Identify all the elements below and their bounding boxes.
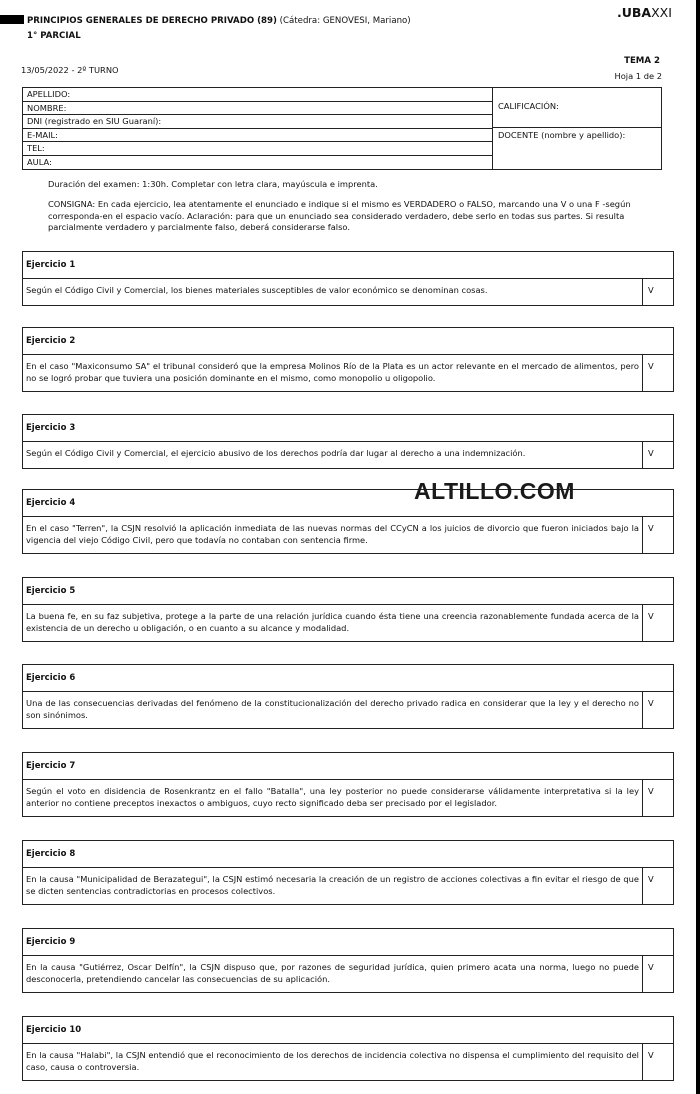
exercise-title: Ejercicio 9 <box>23 929 673 956</box>
exercise-7 <box>22 752 674 817</box>
exam-date-turn: 13/05/2022 - 2º TURNO <box>21 65 119 75</box>
student-info-fields <box>23 88 493 169</box>
course-title <box>27 16 411 26</box>
exercise-title: Ejercicio 2 <box>23 328 673 355</box>
exercise-statement: Según el voto en disidencia de Rosenkrantz en el fallo "Batalla", una ley posterior no puede considerarse válidamente interpretativa si la ley anterior no contiene preceptos inexactos o ambiguos, cuyo recto significado deba ser precisado por el legislador. <box>26 786 639 808</box>
exercise-9 <box>22 928 674 993</box>
course-title-name: PRINCIPIOS GENERALES DE DERECHO PRIVADO (89) <box>27 16 277 26</box>
exercise-title: Ejercicio 3 <box>23 415 673 442</box>
exercise-statement: La buena fe, en su faz subjetiva, protege a la parte de una relación jurídica cuando ésta tiene una creencia razonablemente fundada acerca de la existencia de un derecho u obligación, o en cuanto a su alcance y modalidad. <box>26 611 639 633</box>
field-apellido[interactable]: APELLIDO: <box>23 88 492 102</box>
field-dni[interactable]: DNI (registrado en SIU Guaraní): <box>23 115 492 129</box>
field-tel[interactable]: TEL: <box>23 142 492 156</box>
exercise-title: Ejercicio 7 <box>23 753 673 780</box>
exercise-answer-cell[interactable]: V <box>642 442 673 468</box>
exercise-answer-cell[interactable]: V <box>642 1044 673 1080</box>
course-catedra: (Cátedra: GENOVESI, Mariano) <box>279 16 411 26</box>
exercise-3 <box>22 414 674 469</box>
exercise-answer-cell[interactable]: V <box>642 868 673 904</box>
exercise-10 <box>22 1016 674 1081</box>
exercise-statement: En la causa "Halabi", la CSJN entendió que el reconocimiento de los derechos de incidencia colectiva no dispensa el cumplimiento del requisito del caso, causa o controversia. <box>26 1050 639 1072</box>
student-info-form <box>22 87 662 170</box>
right-edge-rule <box>696 0 700 1094</box>
tema-label: TEMA 2 <box>624 56 660 66</box>
field-email[interactable]: E-MAIL: <box>23 129 492 143</box>
duration-instruction: Duración del examen: 1:30h. Completar con letra clara, mayúscula e imprenta. <box>48 179 378 189</box>
exercise-1 <box>22 251 674 306</box>
exercise-statement: Una de las consecuencias derivadas del fenómeno de la constitucionalización del derecho privado radica en considerar que la ley y el derecho no son sinónimos. <box>26 698 639 720</box>
uba-xxi-logo <box>617 5 672 20</box>
exercise-title: Ejercicio 8 <box>23 841 673 868</box>
exercise-statement: Según el Código Civil y Comercial, el ejercicio abusivo de los derechos podría dar lugar al derecho a una indemnización. <box>26 448 526 458</box>
docente-label: DOCENTE (nombre y apellido): <box>498 130 626 140</box>
exercise-6 <box>22 664 674 729</box>
logo-uba: .UBA <box>617 5 652 20</box>
watermark-text: ALTILLO.COM <box>414 478 575 504</box>
calificacion-cell[interactable] <box>493 88 661 128</box>
consigna-instruction: CONSIGNA: En cada ejercicio, lea atentamente el enunciado e indique si el mismo es VERDADERO o FALSO, marcando una V o una F -según corresponda-en el espacio vacío. Aclaración: para que un enunciado sea considerado verdadero, debe serlo en todas sus partes. Si resulta parcialmente verdadero y parcialmente falso, deberá considerarse falso. <box>48 199 631 232</box>
exercise-5 <box>22 577 674 642</box>
exercise-answer-cell[interactable]: V <box>642 605 673 641</box>
exercise-answer-cell[interactable]: V <box>642 517 673 553</box>
exam-name: 1° PARCIAL <box>27 31 81 41</box>
exercise-8 <box>22 840 674 905</box>
logo-xxi: XXI <box>651 5 672 20</box>
exercise-answer-cell[interactable]: V <box>642 692 673 728</box>
exercise-title: Ejercicio 6 <box>23 665 673 692</box>
exercise-answer-cell[interactable]: V <box>642 780 673 816</box>
header-black-tab <box>0 15 24 24</box>
exercise-answer-cell[interactable]: V <box>642 956 673 992</box>
exercise-statement: Según el Código Civil y Comercial, los bienes materiales susceptibles de valor económico se denominan cosas. <box>26 285 488 295</box>
exercise-4 <box>22 489 674 554</box>
field-aula[interactable]: AULA: <box>27 156 52 167</box>
exercise-statement: En el caso "Terren", la CSJN resolvió la aplicación inmediata de las nuevas normas del CCyCN a los juicios de divorcio que fueron iniciados bajo la vigencia del viejo Código Civil, pero que todavía no contaban con sentencia firme. <box>26 523 639 545</box>
exercise-2 <box>22 327 674 392</box>
exercise-title: Ejercicio 10 <box>23 1017 673 1044</box>
exercise-answer-cell[interactable]: V <box>642 279 673 305</box>
exercise-title: Ejercicio 1 <box>23 252 673 279</box>
exercise-answer-cell[interactable]: V <box>642 355 673 391</box>
exercise-statement: En el caso "Maxiconsumo SA" el tribunal consideró que la empresa Molinos Río de la Plata es un actor relevante en el mercado de alimentos, pero no se logró probar que tuviera una posición dominante en el mismo, como monopolio u oligopolio. <box>26 361 639 383</box>
page-indicator: Hoja 1 de 2 <box>614 71 662 81</box>
exercise-statement: En la causa "Municipalidad de Berazategui", la CSJN estimó necesaria la creación de un registro de acciones colectivas a fin evitar el riesgo de que se dicten sentencias contradictorias en procesos colectivos. <box>26 874 639 896</box>
calificacion-label: CALIFICACIÓN: <box>498 101 559 111</box>
exercise-title: Ejercicio 4 <box>23 490 673 517</box>
exercise-statement: En la causa "Gutiérrez, Oscar Delfín", la CSJN dispuso que, por razones de seguridad jurídica, quien primero acata una norma, luego no puede desconocerla, pretendiendo cancelar las consecuencias de su aplicación. <box>26 962 639 984</box>
exercise-title: Ejercicio 5 <box>23 578 673 605</box>
field-nombre[interactable]: NOMBRE: <box>23 102 492 116</box>
